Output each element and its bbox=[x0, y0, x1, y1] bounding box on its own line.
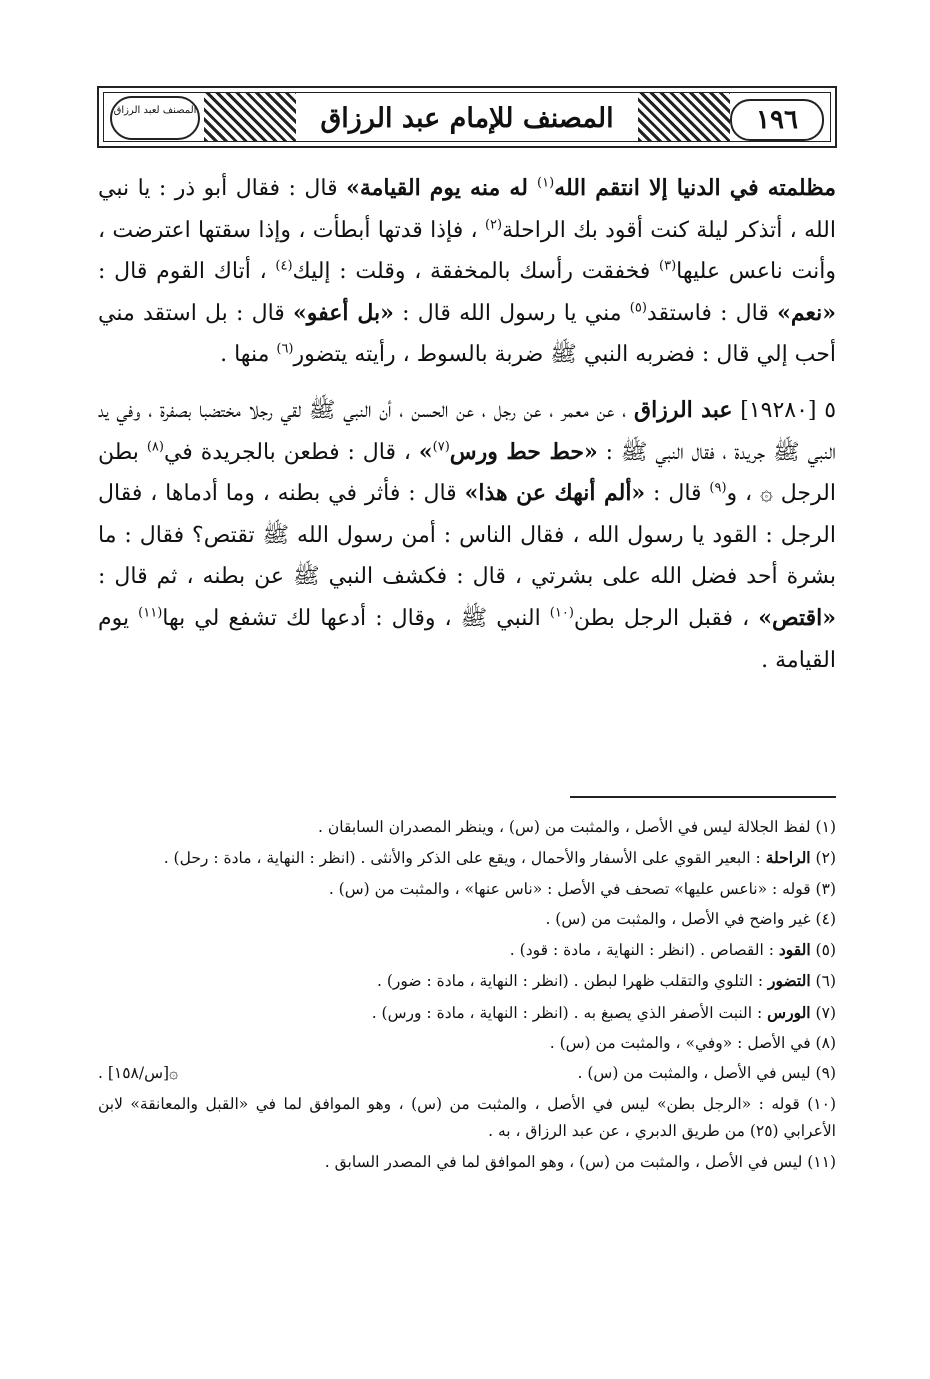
footnote-ref: (١) bbox=[537, 175, 555, 191]
bold-span: «حط حط ورس bbox=[449, 438, 598, 465]
footnote bbox=[98, 814, 836, 842]
footnote-term: القود bbox=[778, 940, 811, 960]
footnote-ref: (٨) bbox=[146, 439, 164, 455]
ornament-left bbox=[204, 93, 296, 141]
footnote-ref: (٧) bbox=[432, 439, 450, 455]
text-span: ٥ [١٩٢٨٠] bbox=[732, 397, 837, 423]
footnote-text: (٥) bbox=[810, 941, 836, 960]
footnote bbox=[98, 1091, 836, 1147]
header-frame bbox=[103, 92, 831, 142]
text-span: بطن الرجل ۞ ، و bbox=[98, 439, 836, 507]
footnote-term: التضور bbox=[767, 971, 811, 991]
footnote bbox=[98, 967, 836, 996]
text-span: منها . bbox=[220, 342, 277, 368]
bold-span: «بل أعفو» bbox=[293, 299, 394, 326]
page-header bbox=[97, 86, 837, 148]
main-text bbox=[98, 168, 836, 681]
text-span: قال : فاستقد bbox=[646, 300, 778, 326]
footnote-text: (٢) bbox=[810, 849, 836, 868]
page-number: ١٩٦ bbox=[730, 99, 824, 141]
footnote-text: : القصاص . (انظر : النهاية ، مادة : قود) . bbox=[509, 941, 779, 960]
bold-span: عبد الرزاق bbox=[634, 396, 733, 423]
footnote-text: (٣) قوله : «ناعس عليها» تصحف في الأصل : «ناس عنها» ، والمثبت من (س) . bbox=[328, 879, 836, 898]
footnote-term: الراحلة bbox=[765, 848, 811, 868]
text-span: قال : bbox=[645, 481, 710, 507]
footnote-row-9 bbox=[98, 1060, 836, 1088]
footnote-ref: (٤) bbox=[275, 258, 293, 274]
footnote-text: (٤) غير واضح في الأصل ، والمثبت من (س) . bbox=[545, 909, 836, 928]
footnote-text: (١١) ليس في الأصل ، والمثبت من (س) ، وهو الموافق لما في المصدر السابق . bbox=[324, 1152, 836, 1171]
ornament-right bbox=[638, 93, 730, 141]
text-span: ، فإذا قدتها أبطأت ، وإذا سقتها اعترضت ، وأنت ناعس عليها bbox=[98, 217, 837, 285]
book-seal: المصنف لعبد الرزاق bbox=[110, 96, 200, 140]
text-span: قال : بل استقد مني أحب إلي قال : فضربه النبي ﷺ ضربة بالسوط ، رأيته يتضور bbox=[98, 300, 836, 368]
running-title: المصنف للإمام عبد الرزاق bbox=[304, 99, 630, 139]
footnote-ref: (٣) bbox=[659, 258, 677, 274]
bold-span: مظلمته في الدنيا إلا انتقم الله bbox=[554, 175, 837, 201]
footnote bbox=[98, 906, 836, 934]
footnote-ref: (١١) bbox=[138, 605, 163, 621]
paragraph-1 bbox=[98, 168, 836, 376]
footnote bbox=[98, 844, 836, 873]
footnote bbox=[98, 936, 836, 965]
text-span: يوم القيامة . bbox=[98, 605, 836, 673]
manuscript-page-mark: ۞[س/١٥٨] . bbox=[98, 1064, 179, 1083]
footnote-text: (٦) bbox=[810, 972, 836, 991]
bold-span: «اقتص» bbox=[758, 604, 836, 631]
footnote bbox=[98, 1149, 836, 1177]
bold-span: » bbox=[418, 438, 433, 465]
footnote-text: : البعير القوي على الأسفار والأحمال ، ويقع على الذكر والأنثى . (انظر : النهاية ، مادة : رحل) . bbox=[163, 849, 766, 868]
footnote-term: الورس bbox=[767, 1002, 811, 1022]
footnote bbox=[98, 999, 836, 1028]
bold-span: «ألم أنهك عن هذا» bbox=[464, 480, 646, 507]
footnote bbox=[98, 1030, 836, 1058]
text-span: ، فقبل الرجل بطن bbox=[573, 605, 759, 631]
text-span: ، قال : فطعن بالجريدة في bbox=[163, 439, 419, 465]
footnote-9: (٩) ليس في الأصل ، والمثبت من (س) . bbox=[577, 1064, 836, 1083]
footnote-ref: (٩) bbox=[709, 480, 727, 496]
footnote-text: (٨) في الأصل : «وفي» ، والمثبت من (س) . bbox=[549, 1034, 836, 1053]
text-span: ، عن معمر ، عن رجل ، عن الحسن ، أن النبي ﷺ لقي رجلا مختضبا بصفرة ، وفي يد النبي ﷺ جريدة ، فقال النبي ﷺ : bbox=[98, 397, 836, 465]
footnote bbox=[98, 876, 836, 904]
footnote-separator bbox=[570, 796, 836, 798]
bold-span: «نعم» bbox=[777, 299, 836, 326]
footnote-ref: (٢) bbox=[484, 217, 503, 233]
footnote-text: (١٠) قوله : «الرجل بطن» ليس في الأصل ، والمثبت من (س) ، وهو الموافق لما في «القبل والمعانقة» لابن الأعرابي (٢٥) من طريق الدبري ، عن عبد الرزاق ، به . bbox=[98, 1094, 836, 1141]
text-span: قال : فأثر في بطنه ، وما أدماها ، فقال الرجل : القود يا رسول الله ، فقال الناس : أمن رسول الله ﷺ تقتص؟ فقال : ما بشرة أحد فضل الله على بشرتي ، قال : فكشف النبي ﷺ عن بطنه ، ثم قال : bbox=[98, 481, 836, 590]
text-span: قال : فقال أبو ذر : يا نبي الله ، أتذكر ليلة كنت أقود بك الراحلة bbox=[98, 176, 836, 243]
text-span: مني يا رسول الله قال : bbox=[393, 300, 630, 326]
footnotes bbox=[98, 814, 836, 1179]
bold-span: له منه يوم القيامة» bbox=[346, 175, 538, 201]
footnote-text: : التلوي والتقلب ظهرا لبطن . (انظر : النهاية ، مادة : ضور) . bbox=[376, 972, 768, 991]
footnote-text: : النبت الأصفر الذي يصبغ به . (انظر : النهاية ، مادة : ورس) . bbox=[371, 1003, 768, 1022]
footnote-ref: (٥) bbox=[629, 300, 647, 316]
text-span: النبي ﷺ ، وقال : أدعها لك تشفع لي بها bbox=[162, 605, 550, 631]
footnote-ref: (٦) bbox=[276, 342, 294, 358]
text-span: فخفقت رأسك بالمخفقة ، وقلت : إليك bbox=[292, 259, 660, 285]
text-span: ، أتاك القوم قال : bbox=[98, 259, 276, 285]
paragraph-2-hadith-19280 bbox=[98, 390, 836, 681]
footnote-text: (١) لفظ الجلالة ليس في الأصل ، والمثبت من (س) ، وينظر المصدران السابقان . bbox=[318, 818, 836, 836]
footnote-text: (٧) bbox=[810, 1003, 836, 1022]
footnote-ref: (١٠) bbox=[549, 605, 574, 621]
